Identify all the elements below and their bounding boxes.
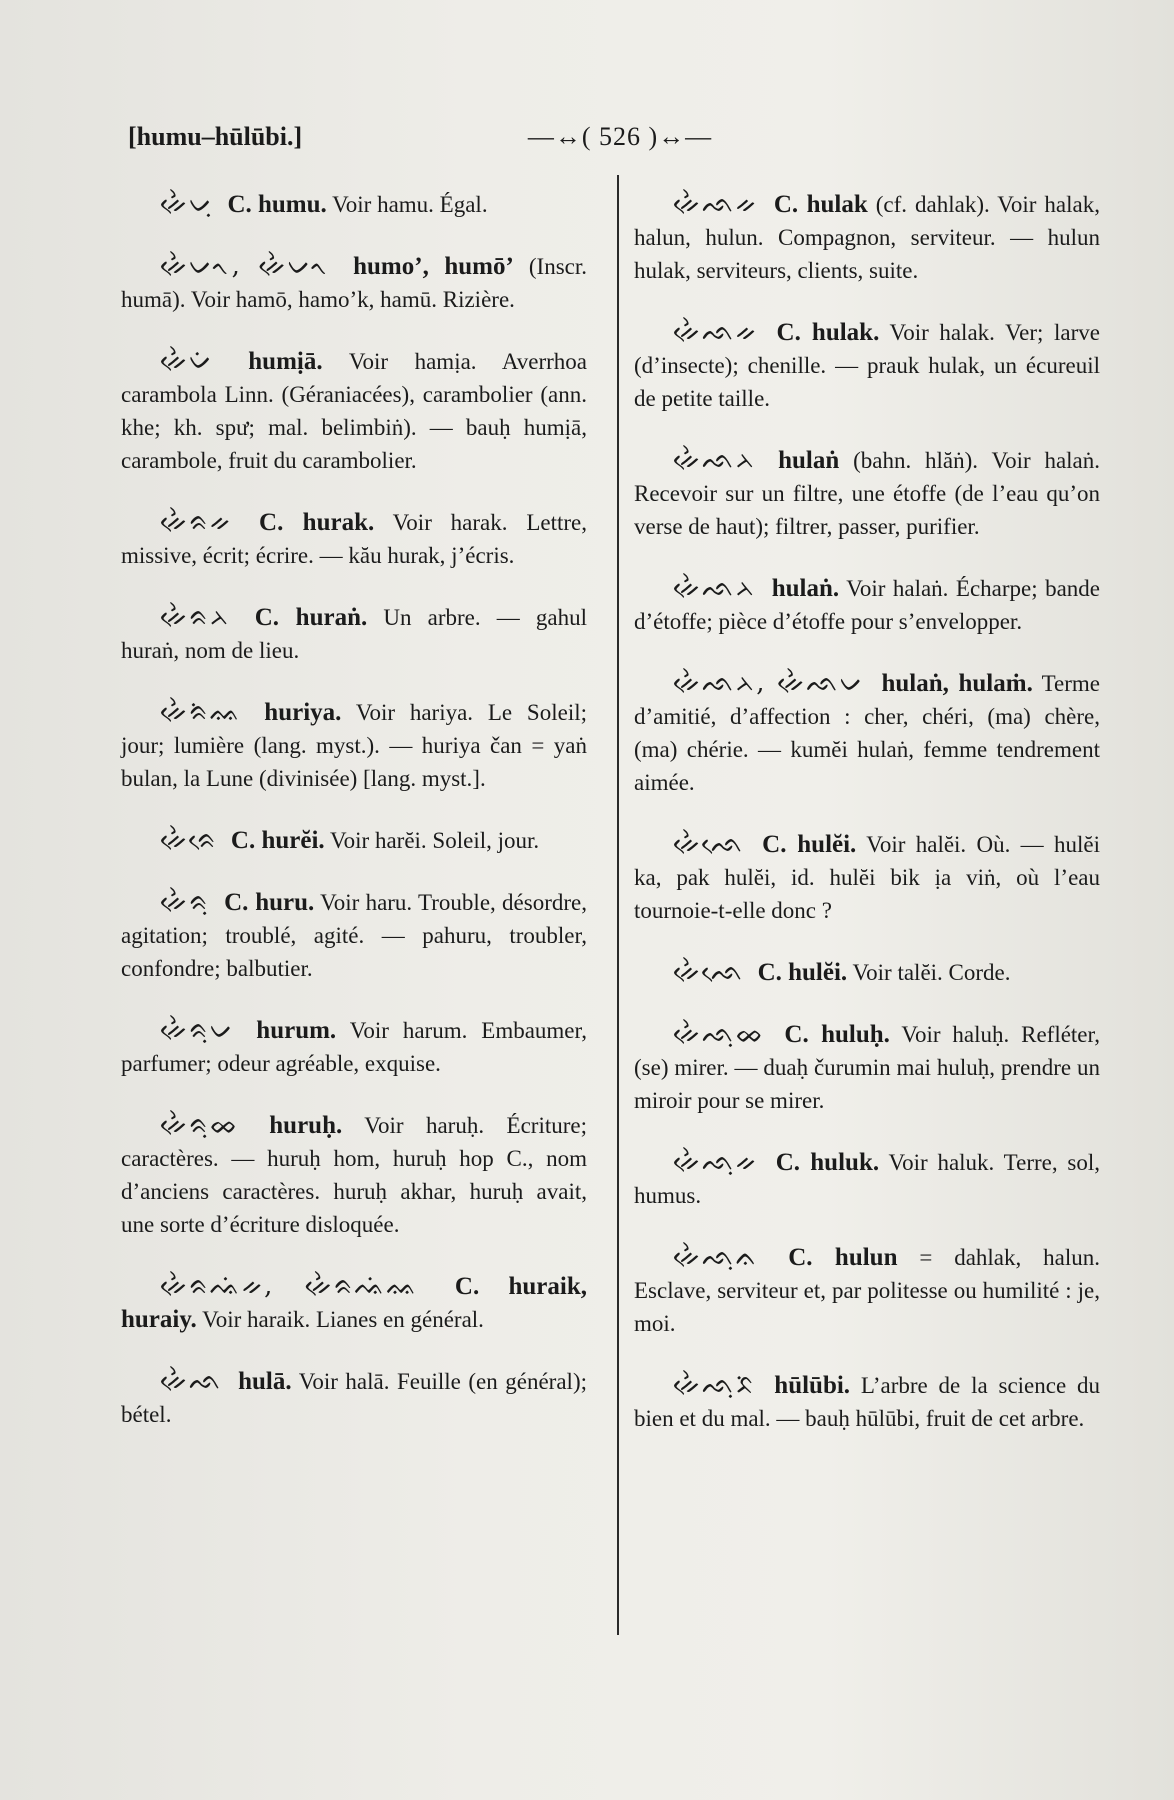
- script-word: ᨀᨙᨛᨒᨘᨀ: [674, 1147, 758, 1177]
- dictionary-entry: [121, 506, 587, 572]
- definition: (bahn. hlăṅ). Voir halaṅ. Recevoir sur un filtre, une étoffe (de l’eau qu’on verse de haut); filtrer, passer, purifier.: [634, 448, 1101, 539]
- definition: (Inscr. humā). Voir hamō, hamo’k, hamū. Rizière.: [121, 254, 587, 312]
- headword: hulaṅ, hulaṁ.: [881, 670, 1033, 697]
- script-word: ᨀᨙᨛᨒᨂ: [674, 445, 757, 475]
- dictionary-entry: [634, 956, 1100, 989]
- definition: L’arbre de la science du bien et du mal. — bauḥ hūlūbi, fruit de cet arbre.: [634, 1373, 1100, 1431]
- script-word: ᨀᨙᨛᨒᨀ: [674, 189, 758, 219]
- headword: C. huluk.: [775, 1149, 880, 1176]
- script-word: ᨀᨙᨛᨑᨘᨖ: [161, 1110, 239, 1140]
- definition: Voir harum. Embaumer, parfumer; odeur agréable, exquise.: [121, 1018, 587, 1076]
- headword: C. hulak.: [776, 319, 880, 346]
- script-word: ᨀᨙᨛᨆᨗ: [161, 346, 214, 376]
- script-word: ᨀᨙᨛᨒᨘᨖ: [674, 1019, 765, 1049]
- dictionary-entry: [121, 345, 587, 477]
- dictionary-entry: [121, 1109, 587, 1241]
- definition: Voir halā. Feuille (en général); bétel.: [121, 1369, 587, 1427]
- definition: Voir haluk. Terre, sol, humus.: [634, 1150, 1100, 1208]
- dictionary-entry: [121, 1270, 587, 1336]
- headword: huriya.: [264, 699, 342, 726]
- headword: hulā.: [238, 1368, 292, 1395]
- page-number: —↔( 526 )↔—: [527, 122, 713, 151]
- script-word: ᨀᨙᨛᨒᨙ: [674, 957, 744, 987]
- dictionary-entry: [121, 696, 587, 795]
- dictionary-entry: [634, 1241, 1100, 1340]
- definition: Un arbre. — gahul huraṅ, nom de lieu.: [121, 605, 588, 663]
- definition: Voir hariya. Le Soleil; jour; lumière (lang. myst.). — huriya čan = yaṅ bulan, la Lune (divinisée) [lang. myst.].: [121, 700, 587, 791]
- headword: C. hulĕi.: [757, 959, 848, 986]
- headword: C. hurĕi.: [230, 827, 325, 854]
- script-word: ᨀᨙᨛᨒᨀ: [674, 317, 758, 347]
- definition: Voir talĕi. Corde.: [852, 960, 1011, 985]
- dictionary-entry: [634, 1018, 1100, 1117]
- definition: (cf. dahlak). Voir halak, halun, hulun. Compagnon, serviteur. — hulun hulak, serviteurs, clients, suite.: [634, 192, 1100, 283]
- script-word: ᨀᨙᨛᨒᨂ, ᨀᨙᨛᨒᨆ: [674, 668, 865, 698]
- headword: humịā.: [248, 348, 323, 375]
- script-word: ᨀᨙᨛᨑᨂ: [161, 602, 231, 632]
- dictionary-entry: [634, 828, 1100, 927]
- definition: Voir haluḥ. Refléter, (se) mirer. — duaḥ čurumin mai huluḥ, prendre un miroir pour se mirer.: [634, 1022, 1101, 1113]
- dictionary-entry: [634, 1146, 1100, 1212]
- headword: hurum.: [256, 1017, 337, 1044]
- script-word: ᨀᨙᨛᨒ: [161, 1366, 223, 1396]
- script-word: ᨀᨙᨛᨆᨘ: [161, 189, 214, 219]
- dictionary-entry: [634, 444, 1100, 543]
- dictionary-entry: [121, 824, 587, 857]
- headword: C. hulak: [773, 191, 868, 218]
- script-word: ᨀᨙᨛᨑᨘ: [161, 887, 210, 917]
- script-word: ᨀᨙᨛᨑᨗᨐ: [161, 697, 242, 727]
- definition: Voir harak. Lettre, missive, écrit; écrire. — kău hurak, j’écris.: [121, 510, 587, 568]
- headword: hulaṅ: [778, 447, 840, 474]
- script-word: ᨀᨙᨛᨑᨙ: [161, 825, 218, 855]
- dictionary-entry: [121, 188, 587, 221]
- headword: humo’, humō’: [353, 253, 514, 280]
- script-word: ᨀᨙᨛᨆᨚ, ᨀᨙᨛᨆᨚ: [161, 251, 331, 281]
- definition: Voir halĕi. Où. — hulĕi ka, pak hulĕi, id. hulĕi bik ịa viṅ, où l’eau tournoie-t-elle donc ?: [634, 832, 1100, 923]
- script-word: ᨀᨙᨛᨒᨘᨅᨗ: [674, 1370, 756, 1400]
- definition: Voir harĕi. Soleil, jour.: [330, 828, 540, 853]
- dictionary-entry: [634, 316, 1100, 415]
- definition: Voir haru. Trouble, désordre, agitation; troublé, agité. — pahuru, troubler, confondre; balbutier.: [121, 890, 587, 981]
- dictionary-entry: [634, 572, 1100, 638]
- definition: Terme d’amitié, d’affection : cher, chéri, (ma) chère, (ma) chérie. — kumĕi hulaṅ, femme tendrement aimée.: [634, 671, 1100, 795]
- column-divider: [617, 175, 619, 1635]
- headword: C. hulĕi.: [762, 831, 857, 858]
- script-word: ᨀᨙᨛᨒᨂ: [674, 573, 757, 603]
- headword: C. hurak.: [259, 509, 375, 536]
- dictionary-entry: [634, 667, 1100, 799]
- definition: Voir hamịa. Averrhoa carambola Linn. (Géraniacées), carambolier (ann. khe; kh. spư; mal. belimbiṅ). — bauḥ humịā, carambole, fruit du carambolier.: [121, 349, 588, 473]
- definition: Voir halak. Ver; larve (d’insecte); chenille. — prauk hulak, un écureuil de petite taille.: [634, 320, 1101, 411]
- dictionary-entry: [121, 1014, 587, 1080]
- headword: huruḥ.: [269, 1112, 343, 1139]
- definition: Voir halaṅ. Écharpe; bande d’étoffe; pièce d’étoffe pour s’envelopper.: [634, 576, 1100, 634]
- script-word: ᨀᨙᨛᨑᨕᨗᨀ, ᨀᨙᨛᨑᨕᨗᨐ: [161, 1271, 419, 1301]
- definition: = dahlak, halun. Esclave, serviteur et, par politesse ou humilité : je, moi.: [634, 1245, 1100, 1336]
- dictionary-entry: [634, 188, 1100, 287]
- left-column: [121, 188, 587, 1460]
- headword: C. huraik, huraiy.: [121, 1273, 587, 1333]
- headword: hulaṅ.: [771, 575, 840, 602]
- dictionary-entry: [121, 1365, 587, 1431]
- dictionary-entry: [121, 250, 587, 316]
- definition: Voir haraik. Lianes en général.: [202, 1307, 484, 1332]
- headword: C. huraṅ.: [254, 604, 368, 631]
- headword: C. humu.: [227, 191, 327, 218]
- right-column: [634, 188, 1100, 1464]
- dictionary-entry: [121, 886, 587, 985]
- headword: hūlūbi.: [774, 1372, 851, 1399]
- script-word: ᨀᨙᨛᨒᨘᨊ: [674, 1242, 759, 1272]
- headword: C. hulun: [788, 1244, 898, 1271]
- dictionary-entry: [634, 1369, 1100, 1435]
- headword: C. huru.: [224, 889, 315, 916]
- headword: C. huluḥ.: [784, 1021, 890, 1048]
- script-word: ᨀᨙᨛᨒᨙ: [674, 829, 744, 859]
- dictionary-entry: [121, 601, 587, 667]
- script-word: ᨀᨙᨛᨑᨀ: [161, 507, 233, 537]
- definition: Voir haruḥ. Écriture; caractères. — huruḥ hom, huruḥ hop C., nom d’anciens caractères. huruḥ akhar, huruḥ avait, une sorte d’écriture disloquée.: [121, 1113, 587, 1237]
- script-word: ᨀᨙᨛᨑᨘᨆ: [161, 1015, 235, 1045]
- running-header: [humu–hūlūbi.]: [128, 122, 303, 151]
- definition: Voir hamu. Égal.: [332, 192, 488, 217]
